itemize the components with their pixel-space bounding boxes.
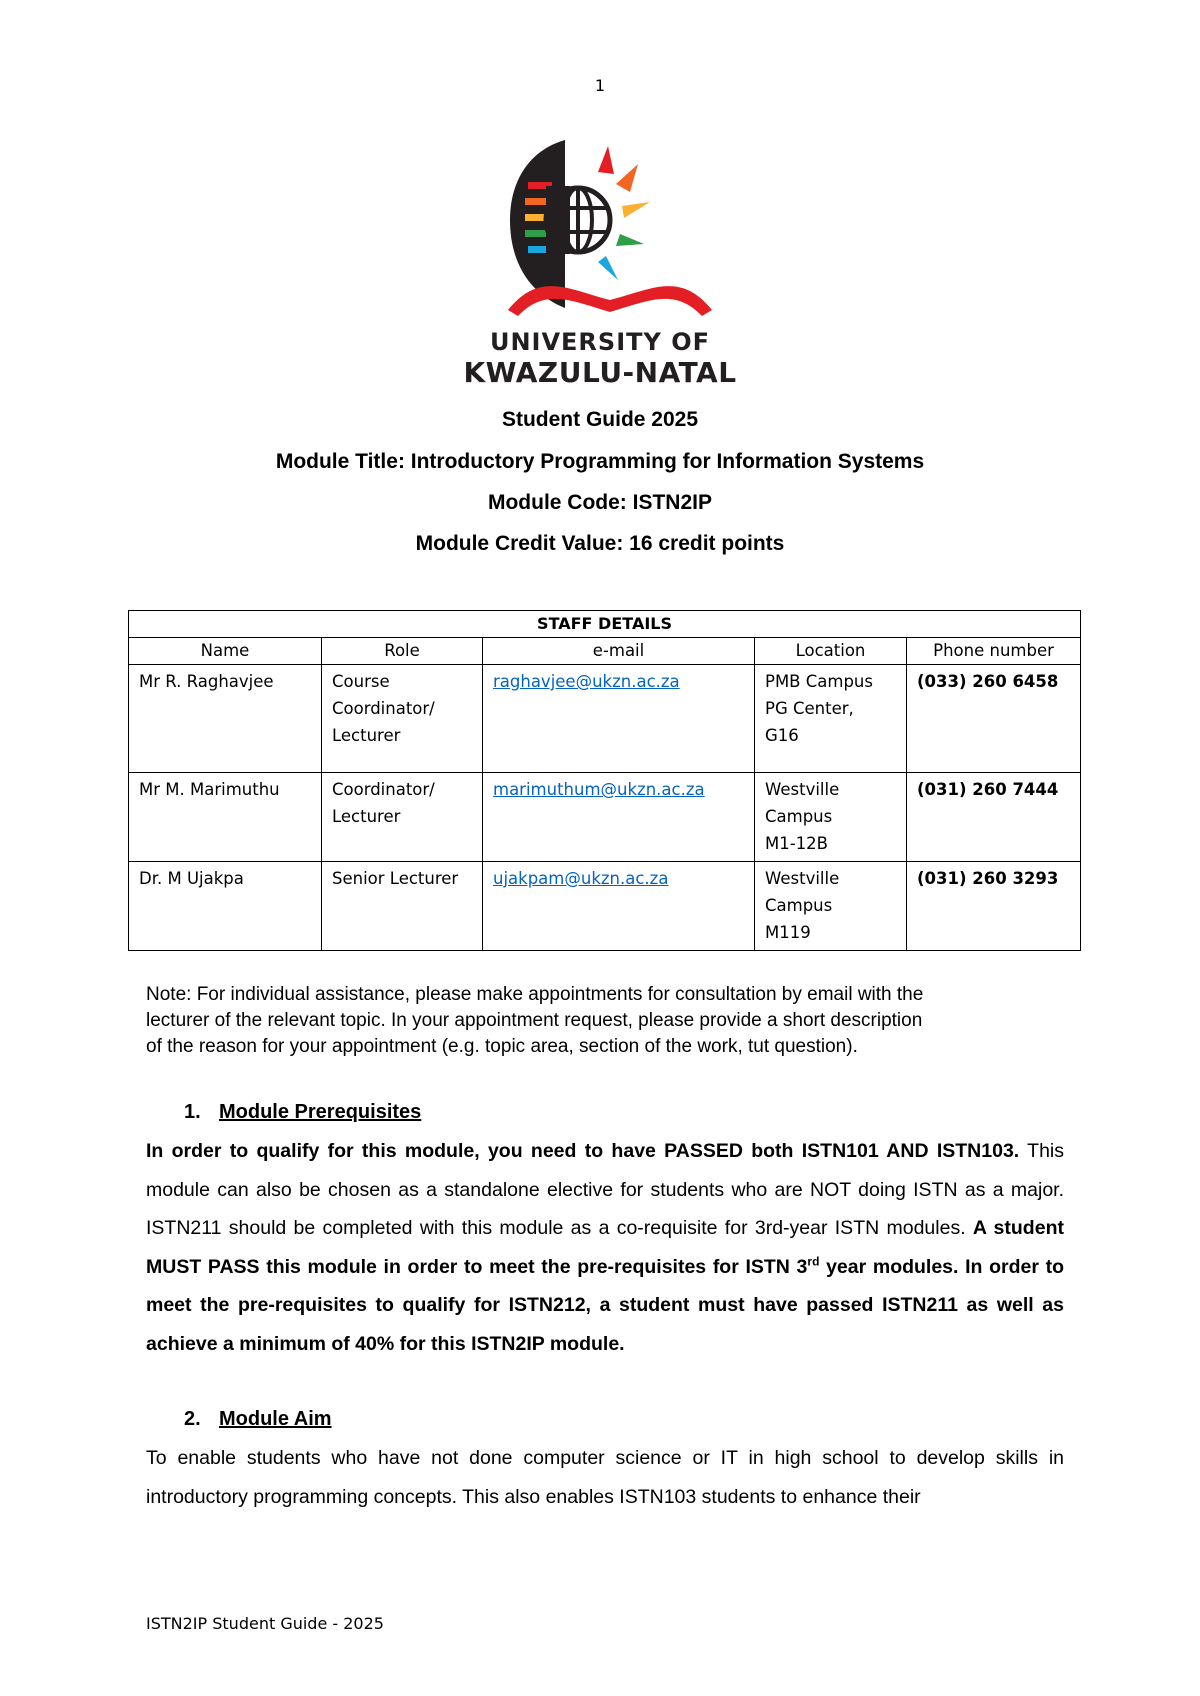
table-header-row <box>129 638 1081 665</box>
location-line: Westville <box>765 780 840 799</box>
table-row <box>129 665 1081 773</box>
column-header-role: Role <box>322 638 483 665</box>
location-line: Campus <box>765 896 833 915</box>
section-heading-prerequisites <box>184 1101 421 1124</box>
staff-role <box>322 665 483 773</box>
staff-phone: (033) 260 6458 <box>907 665 1081 773</box>
staff-email <box>483 773 755 862</box>
logo-ray-orange <box>616 164 638 192</box>
prerequisites-bold-b: year modules. In order to meet the pre-requisites to qualify for ISTN212, a student must have passed ISTN211 as well as achieve a minimum of 40% for this ISTN2IP module. <box>146 1255 1065 1355</box>
logo-text-university-of: UNIVERSITY OF <box>489 328 711 356</box>
page-footer: ISTN2IP Student Guide - 2025 <box>146 1614 384 1633</box>
column-header-phone: Phone number <box>907 638 1081 665</box>
role-line: Coordinator/ <box>332 699 435 718</box>
staff-role <box>322 862 483 951</box>
staff-name: Mr R. Raghavjee <box>129 665 322 773</box>
consultation-note <box>146 982 1066 1060</box>
location-line: G16 <box>765 726 799 745</box>
table-row <box>129 773 1081 862</box>
email-link[interactable]: ujakpam@ukzn.ac.za <box>493 869 669 888</box>
location-line: M119 <box>765 923 811 942</box>
prerequisites-bold-intro: In order to qualify for this module, you need to have PASSED both ISTN101 AND ISTN103. <box>146 1140 1020 1162</box>
email-link[interactable]: raghavjee@ukzn.ac.za <box>493 672 680 691</box>
location-line: Westville <box>765 869 840 888</box>
logo-ray-green <box>616 234 644 246</box>
section-title: Module Prerequisites <box>219 1101 422 1123</box>
staff-email <box>483 665 755 773</box>
section-number: 2. <box>184 1408 201 1430</box>
staff-location <box>755 773 907 862</box>
role-line: Course <box>332 672 390 691</box>
section-heading-aim <box>184 1408 332 1431</box>
prerequisites-paragraph <box>146 1132 1064 1363</box>
staff-role <box>322 773 483 862</box>
staff-phone: (031) 260 3293 <box>907 862 1081 951</box>
logo-bar-orange <box>525 198 549 205</box>
column-header-name: Name <box>129 638 322 665</box>
logo-book <box>508 286 712 316</box>
page-number: 1 <box>594 76 606 95</box>
module-title: Module Title: Introductory Programming for Information Systems <box>275 450 925 473</box>
role-line: Lecturer <box>332 807 401 826</box>
staff-details-table <box>128 610 1081 951</box>
column-header-location: Location <box>755 638 907 665</box>
email-link[interactable]: marimuthum@ukzn.ac.za <box>493 780 705 799</box>
location-line: Campus <box>765 807 833 826</box>
module-credit-value: Module Credit Value: 16 credit points <box>415 532 785 555</box>
role-line: Lecturer <box>332 726 401 745</box>
note-line: Note: For individual assistance, please make appointments for consultation by email with the <box>146 984 924 1005</box>
logo-ray-blue <box>598 256 618 280</box>
staff-location <box>755 862 907 951</box>
staff-name: Mr M. Marimuthu <box>129 773 322 862</box>
module-code: Module Code: ISTN2IP <box>487 491 712 514</box>
location-line: PG Center, <box>765 699 854 718</box>
role-line: Coordinator/ <box>332 780 435 799</box>
table-caption: STAFF DETAILS <box>129 611 1081 638</box>
note-line: of the reason for your appointment (e.g. topic area, section of the work, tut question). <box>146 1036 858 1057</box>
module-aim-paragraph: To enable students who have not done computer science or IT in high school to develop skills in introductory programming concepts. This also enables ISTN103 students to enhance their <box>146 1447 1064 1508</box>
location-line: PMB Campus <box>765 672 873 691</box>
role-line: Senior Lecturer <box>332 869 459 888</box>
document-title: Student Guide 2025 <box>501 408 699 431</box>
prerequisites-superscript: rd <box>807 1254 820 1268</box>
staff-name: Dr. M Ujakpa <box>129 862 322 951</box>
prerequisites-text: This module can also be chosen as a standalone elective for students who are NOT doing ISTN as a major. ISTN211 should be completed with this module as a co-requisite for 3rd-year ISTN modules. <box>146 1140 1065 1239</box>
staff-location <box>755 665 907 773</box>
prerequisites-bold-a: A student MUST PASS this module in order to meet the pre-requisites for ISTN 3 <box>146 1217 1064 1278</box>
section-title: Module Aim <box>219 1408 332 1430</box>
logo-text-kwazulu-natal: KWAZULU-NATAL <box>463 356 737 389</box>
section-number: 1. <box>184 1101 201 1123</box>
logo-ray-red <box>598 146 614 174</box>
note-line: lecturer of the relevant topic. In your appointment request, please provide a short description <box>146 1010 923 1031</box>
staff-phone: (031) 260 7444 <box>907 773 1081 862</box>
logo-ray-yellow <box>622 202 650 218</box>
staff-email <box>483 862 755 951</box>
location-line: M1-12B <box>765 834 829 853</box>
table-row <box>129 862 1081 951</box>
column-header-email: e-mail <box>483 638 755 665</box>
